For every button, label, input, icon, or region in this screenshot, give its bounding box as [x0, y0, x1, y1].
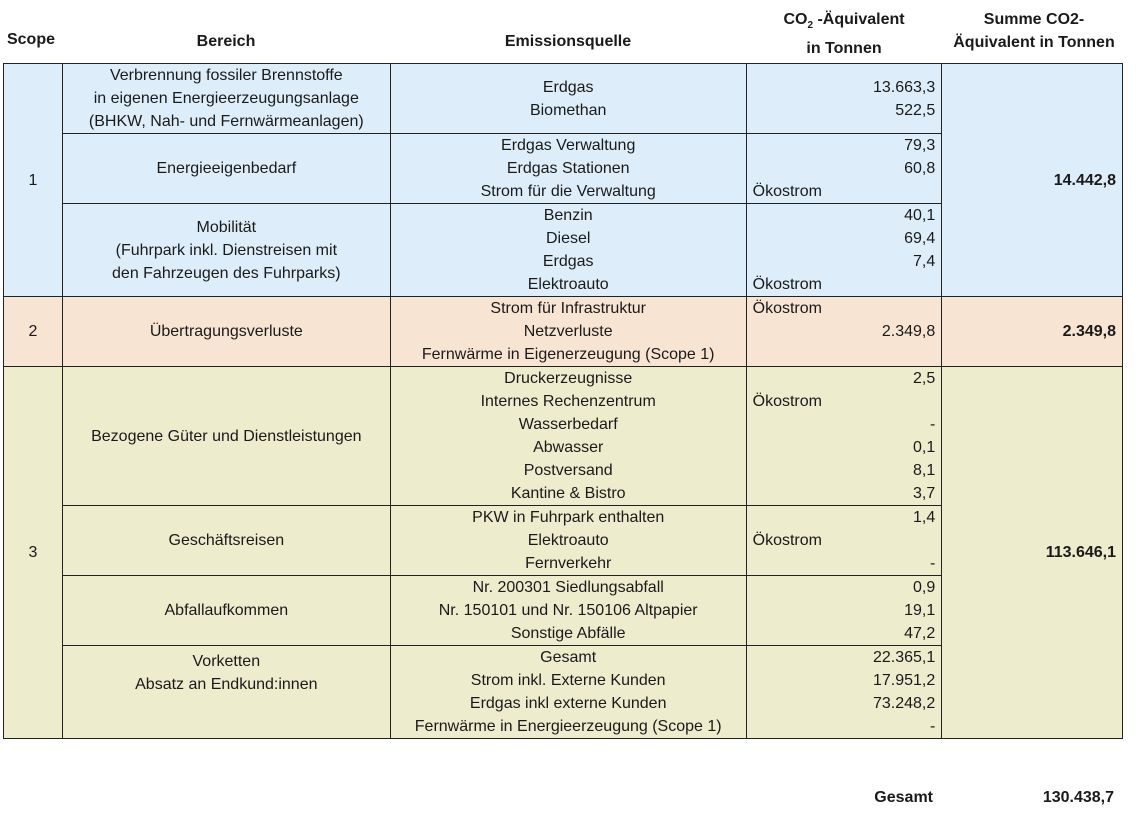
- co2-value-cell: [746, 204, 942, 297]
- bereich-line: in eigenen Energieerzeugungsanlage: [93, 90, 359, 107]
- oekostrom-note: Ökostrom: [752, 183, 822, 200]
- emissionsquelle-item: Netzverluste: [523, 323, 613, 340]
- co2-value-line: [753, 250, 936, 273]
- co2-value: 0,9: [913, 579, 936, 596]
- co2-value: 7,4: [913, 253, 936, 270]
- co2-value-line: [753, 99, 936, 122]
- bereich-line: Absatz an Endkund:innen: [135, 676, 318, 693]
- co2-value-line: [753, 204, 936, 227]
- co2-value-line: [753, 390, 936, 413]
- oekostrom-note: Ökostrom: [752, 276, 822, 293]
- bereich-line: Übertragungsverluste: [149, 323, 303, 340]
- emissionsquelle-item: Gesamt: [540, 649, 597, 666]
- co2-value-line: [753, 273, 936, 296]
- bereich-line: (BHKW, Nah- und Fernwärmeanlagen): [88, 113, 364, 130]
- bereich-line: Abfallaufkommen: [164, 602, 289, 619]
- emissionsquelle-item: Druckerzeugnisse: [504, 370, 633, 387]
- emissionsquelle-cell: [390, 367, 746, 506]
- emissionsquelle-item: Fernverkehr: [525, 555, 612, 572]
- bereich-line: Vorketten: [192, 653, 261, 670]
- total-label: Gesamt: [874, 789, 933, 806]
- header-co2-prefix: CO: [783, 11, 808, 28]
- emissionsquelle-item: Elektroauto: [527, 532, 609, 549]
- scope-number: 3: [4, 367, 63, 739]
- co2-value-line: [753, 157, 936, 180]
- emissionsquelle-item: Diesel: [545, 230, 591, 247]
- emissionsquelle-item: Internes Rechenzentrum: [480, 393, 656, 410]
- bereich-cell: [62, 576, 390, 646]
- scope-sum: 113.646,1: [942, 367, 1123, 739]
- emissionsquelle-item: Kantine & Bistro: [510, 485, 626, 502]
- co2-value: 47,2: [904, 625, 936, 642]
- bereich-line: Verbrennung fossiler Brennstoffe: [109, 67, 343, 84]
- co2-value-line: [753, 76, 936, 99]
- header-scope: Scope: [6, 31, 55, 48]
- scope-2-group-row: [4, 297, 1123, 367]
- header-co2-unit: in Tonnen: [806, 40, 882, 58]
- emissionsquelle-item: Postversand: [523, 462, 613, 479]
- co2-value: 2,5: [913, 370, 936, 387]
- bereich-cell: [62, 204, 390, 297]
- co2-value-line: [753, 134, 936, 157]
- emissionsquelle-item: Nr. 200301 Siedlungsabfall: [472, 579, 664, 596]
- bereich-line: (Fuhrpark inkl. Dienstreisen mit: [115, 241, 338, 259]
- co2-value-line: [753, 529, 936, 552]
- total-value: 130.438,7: [1042, 789, 1114, 806]
- bereich-line: Mobilität: [196, 218, 257, 236]
- co2-value-cell: [746, 506, 942, 576]
- emissionsquelle-item: Sonstige Abfälle: [510, 625, 626, 642]
- co2-value-line: [753, 320, 936, 343]
- co2-value-cell: [746, 64, 942, 134]
- co2-value-line: [753, 599, 936, 622]
- scope-3-group-row: [4, 367, 1123, 506]
- co2-value: -: [929, 555, 936, 572]
- co2-value-cell: [746, 134, 942, 204]
- co2-value: 73.248,2: [872, 695, 936, 712]
- co2-value: 40,1: [904, 207, 936, 224]
- emissionsquelle-cell: [390, 134, 746, 204]
- co2-value-line: [753, 482, 936, 505]
- co2-value-line: [753, 715, 936, 738]
- co2-value: 3,7: [913, 485, 936, 502]
- co2-value: 8,1: [913, 462, 936, 479]
- co2-value: 19,1: [904, 602, 936, 619]
- emissionsquelle-item: Erdgas: [542, 78, 594, 96]
- co2-value-cell: [746, 297, 942, 367]
- header-co2-subscript: 2: [807, 20, 813, 32]
- bereich-line: Energieeigenbedarf: [156, 160, 297, 177]
- co2-value-line: [753, 436, 936, 459]
- bereich-cell: [62, 506, 390, 576]
- bereich-cell: [62, 297, 390, 367]
- bereich-line: Geschäftsreisen: [168, 532, 285, 549]
- header-sum-line2: Äquivalent in Tonnen: [953, 34, 1115, 51]
- scope-number: 1: [4, 64, 63, 297]
- bereich-cell: [62, 367, 390, 506]
- bereich-cell: [62, 64, 390, 134]
- oekostrom-note: Ökostrom: [752, 393, 822, 410]
- emissionsquelle-cell: [390, 297, 746, 367]
- emissionsquelle-item: Fernwärme in Energieerzeugung (Scope 1): [414, 718, 722, 735]
- co2-value-line: [753, 692, 936, 715]
- co2-value-cell: [746, 646, 942, 739]
- co2-value-line: [753, 576, 936, 599]
- co2-value: 22.365,1: [872, 649, 936, 666]
- emissionsquelle-cell: [390, 204, 746, 297]
- header-sum: [942, 8, 1126, 54]
- oekostrom-note: Ökostrom: [752, 532, 822, 549]
- co2-value-line: [753, 622, 936, 645]
- emissionsquelle-item: Abwasser: [533, 439, 604, 456]
- emissionsquelle-item: Strom inkl. Externe Kunden: [470, 672, 666, 689]
- co2-value-line: [753, 669, 936, 692]
- scope-sum: 2.349,8: [942, 297, 1123, 367]
- emissionsquelle-item: Wasserbedarf: [518, 416, 618, 433]
- co2-value-line: [753, 646, 936, 669]
- emissionsquelle-item: Benzin: [543, 207, 593, 224]
- emissionsquelle-item: Erdgas inkl externe Kunden: [469, 695, 667, 712]
- bereich-cell: [62, 646, 390, 739]
- co2-value: 1,4: [913, 509, 936, 526]
- emissionsquelle-item: PKW in Fuhrpark enthalten: [472, 509, 665, 526]
- emissionsquelle-cell: [390, 64, 746, 134]
- co2-value-line: [753, 343, 936, 366]
- co2-value-line: [753, 227, 936, 250]
- co2-value: 522,5: [895, 101, 936, 119]
- emissionsquelle-cell: [390, 506, 746, 576]
- emissionsquelle-item: Erdgas Verwaltung: [501, 137, 636, 154]
- co2-value: 69,4: [904, 230, 936, 247]
- co2-value-line: [753, 413, 936, 436]
- emissionsquelle-cell: [390, 646, 746, 739]
- bereich-line: den Fahrzeugen des Fuhrparks): [112, 264, 341, 282]
- co2-value: 17.951,2: [872, 672, 936, 689]
- co2-value-line: [753, 506, 936, 529]
- header-emissionsquelle: Emissionsquelle: [504, 33, 632, 50]
- co2-value-line: [753, 459, 936, 482]
- bereich-line: Bezogene Güter und Dienstleistungen: [91, 427, 362, 445]
- header-co2-suffix: -Äquivalent: [813, 11, 905, 28]
- co2-value: 79,3: [904, 137, 936, 154]
- co2-value: 13.663,3: [872, 78, 936, 96]
- scope-1-group-row: [4, 64, 1123, 134]
- oekostrom-note: Ökostrom: [752, 300, 822, 317]
- co2-value-cell: [746, 576, 942, 646]
- co2-value: 60,8: [904, 160, 936, 177]
- emissionsquelle-item: Strom für die Verwaltung: [480, 183, 656, 200]
- emissionsquelle-item: Erdgas Stationen: [506, 160, 630, 177]
- co2-value: -: [929, 718, 936, 735]
- co2-value-cell: [746, 367, 942, 506]
- scope-number: 2: [4, 297, 63, 367]
- emissionsquelle-item: Fernwärme in Eigenerzeugung (Scope 1): [421, 346, 715, 363]
- co2-value: 0,1: [913, 439, 936, 456]
- emissions-table: [3, 63, 1123, 739]
- co2-value: -: [929, 416, 936, 433]
- emissionsquelle-cell: [390, 576, 746, 646]
- co2-value-line: [753, 297, 936, 320]
- co2-value-line: [753, 367, 936, 390]
- emissionsquelle-item: Nr. 150101 und Nr. 150106 Altpapier: [438, 602, 698, 619]
- header-sum-line1: Summe CO2-: [983, 11, 1085, 28]
- scope-sum: 14.442,8: [942, 64, 1123, 297]
- emissionsquelle-item: Strom für Infrastruktur: [490, 300, 646, 317]
- emissionsquelle-item: Biomethan: [529, 101, 607, 119]
- bereich-cell: [62, 134, 390, 204]
- co2-value-line: [753, 180, 936, 203]
- co2-value: 2.349,8: [881, 323, 936, 340]
- co2-value-line: [753, 552, 936, 575]
- emissionsquelle-item: Erdgas: [542, 253, 594, 270]
- header-co2-equivalent: [746, 8, 942, 60]
- header-bereich: Bereich: [196, 33, 256, 50]
- emissionsquelle-item: Elektroauto: [527, 276, 609, 293]
